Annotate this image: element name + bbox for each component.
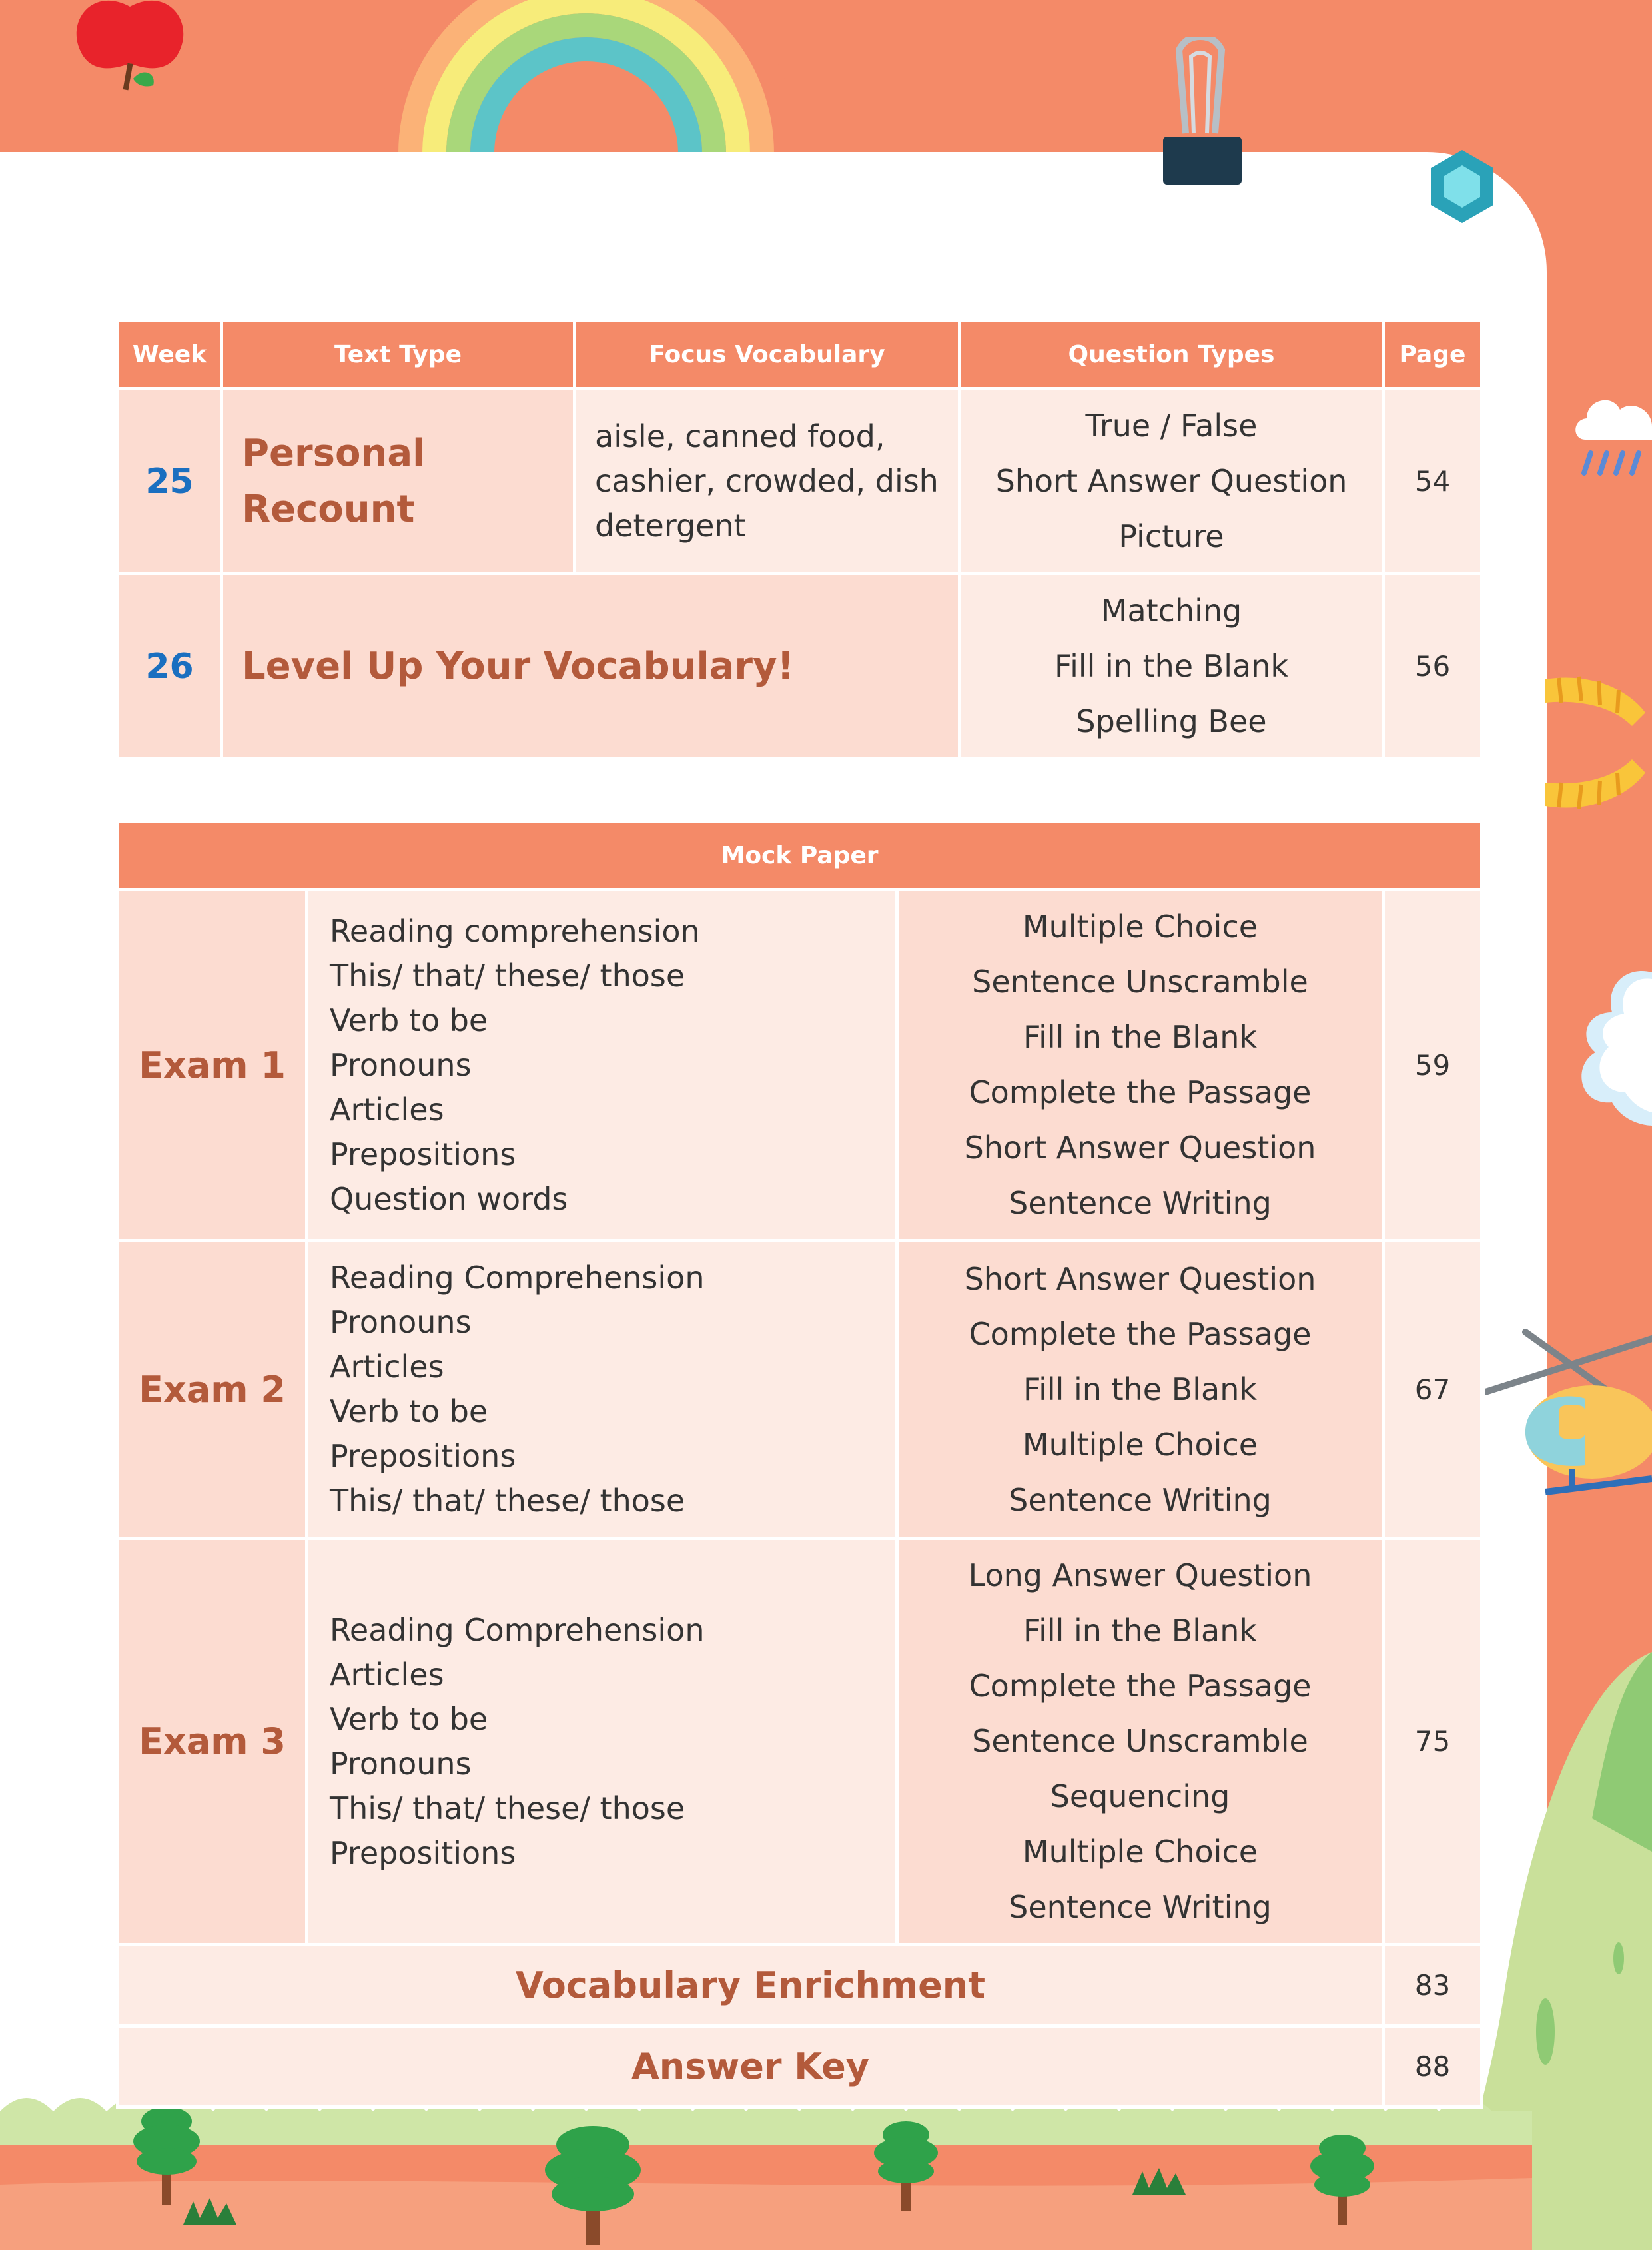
question-type: Fill in the Blank bbox=[1023, 1613, 1258, 1649]
table-row bbox=[118, 1241, 1482, 1539]
exam-name: Exam 3 bbox=[118, 1539, 307, 1945]
table-row bbox=[118, 890, 1482, 1241]
text-type-line: Recount bbox=[242, 487, 415, 531]
question-type: Sentence Unscramble bbox=[972, 964, 1308, 1000]
text-type-title bbox=[222, 389, 575, 574]
gem-icon bbox=[1426, 147, 1499, 226]
page-number: 59 bbox=[1384, 890, 1482, 1241]
yellow-ribbon-icon bbox=[1545, 666, 1652, 839]
topic-item: Reading Comprehension bbox=[330, 1260, 705, 1296]
table-row bbox=[118, 1539, 1482, 1945]
question-type: Short Answer Question bbox=[995, 463, 1348, 499]
week-number: 26 bbox=[118, 574, 222, 759]
mock-paper-table bbox=[116, 819, 1483, 2109]
topic-item: Prepositions bbox=[330, 1834, 516, 1871]
topic-item: This/ that/ these/ those bbox=[330, 1483, 685, 1519]
question-type: Sentence Writing bbox=[1009, 1185, 1272, 1221]
topic-item: This/ that/ these/ those bbox=[330, 957, 685, 994]
question-type: Complete the Passage bbox=[969, 1074, 1312, 1110]
question-type: Short Answer Question bbox=[964, 1260, 1316, 1297]
grass-icon bbox=[183, 2198, 236, 2225]
topic-item: Verb to be bbox=[330, 1700, 488, 1737]
rainbow-icon bbox=[373, 0, 799, 153]
topic-item: Question words bbox=[330, 1180, 568, 1217]
tree-icon bbox=[130, 2105, 203, 2205]
header-text-type: Text Type bbox=[222, 320, 575, 389]
topic-item: This/ that/ these/ those bbox=[330, 1790, 685, 1826]
question-type: Fill in the Blank bbox=[1023, 1019, 1258, 1055]
topic-item: Reading Comprehension bbox=[330, 1611, 705, 1648]
exam-name: Exam 1 bbox=[118, 890, 307, 1241]
topic-item: Prepositions bbox=[330, 1438, 516, 1474]
topic-item: Articles bbox=[330, 1349, 444, 1385]
exam-name: Exam 2 bbox=[118, 1241, 307, 1539]
question-types bbox=[960, 389, 1384, 574]
topic-item: Pronouns bbox=[330, 1046, 472, 1083]
header-week: Week bbox=[118, 320, 222, 389]
question-type: Sequencing bbox=[1050, 1778, 1230, 1814]
header-page: Page bbox=[1384, 320, 1482, 389]
tree-icon bbox=[540, 2125, 646, 2245]
page-number: 54 bbox=[1384, 389, 1482, 574]
topic-item: Pronouns bbox=[330, 1745, 472, 1782]
page-number: 88 bbox=[1384, 2026, 1482, 2107]
header-question-types: Question Types bbox=[960, 320, 1384, 389]
question-type: Long Answer Question bbox=[968, 1557, 1312, 1593]
topic-item: Verb to be bbox=[330, 1002, 488, 1038]
question-types bbox=[960, 574, 1384, 759]
question-type: Complete the Passage bbox=[969, 1668, 1312, 1704]
topic-item: Verb to be bbox=[330, 1393, 488, 1429]
question-type: Multiple Choice bbox=[1022, 909, 1258, 944]
table-row bbox=[118, 1945, 1482, 2026]
question-types bbox=[897, 1241, 1384, 1539]
question-type: Complete the Passage bbox=[969, 1315, 1312, 1352]
question-type: Sentence Unscramble bbox=[972, 1723, 1308, 1759]
text-type-line: Personal bbox=[242, 431, 426, 475]
header-focus-vocabulary: Focus Vocabulary bbox=[575, 320, 960, 389]
apple-icon bbox=[67, 0, 193, 100]
binder-clip-icon bbox=[1159, 37, 1246, 187]
question-types bbox=[897, 1539, 1384, 1945]
vocab-line: cashier, crowded, dish bbox=[595, 463, 939, 499]
weeks-table bbox=[116, 318, 1483, 761]
mock-paper-header bbox=[118, 821, 1482, 890]
topic-item: Pronouns bbox=[330, 1304, 472, 1340]
vocab-line: aisle, canned food, bbox=[595, 418, 885, 454]
question-type: Short Answer Question bbox=[964, 1130, 1316, 1166]
tree-icon bbox=[869, 2118, 943, 2211]
table-row bbox=[118, 2026, 1482, 2107]
exam-topics bbox=[307, 890, 897, 1241]
exam-topics bbox=[307, 1539, 897, 1945]
cloud-icon bbox=[1565, 966, 1652, 1132]
question-type: True / False bbox=[1085, 408, 1258, 444]
week-number: 25 bbox=[118, 389, 222, 574]
question-type: Sentence Writing bbox=[1009, 1889, 1272, 1925]
tree-icon bbox=[1306, 2131, 1379, 2225]
page-number: 67 bbox=[1384, 1241, 1482, 1539]
question-type: Multiple Choice bbox=[1022, 1834, 1258, 1870]
question-type: Matching bbox=[1100, 593, 1242, 629]
question-type: Fill in the Blank bbox=[1054, 648, 1289, 684]
vocab-line: detergent bbox=[595, 508, 746, 544]
question-type: Fill in the Blank bbox=[1023, 1371, 1258, 1407]
table-row bbox=[118, 574, 1482, 759]
rain-cloud-icon bbox=[1572, 373, 1652, 486]
weeks-table-header bbox=[118, 320, 1482, 389]
vocabulary-enrichment: Vocabulary Enrichment bbox=[118, 1945, 1384, 2026]
topic-item: Articles bbox=[330, 1091, 444, 1128]
question-types bbox=[897, 890, 1384, 1241]
topic-item: Reading comprehension bbox=[330, 913, 700, 949]
page-number: 83 bbox=[1384, 1945, 1482, 2026]
topic-item: Prepositions bbox=[330, 1136, 516, 1172]
question-type: Picture bbox=[1118, 518, 1224, 554]
exam-topics bbox=[307, 1241, 897, 1539]
text-type-title: Level Up Your Vocabulary! bbox=[222, 574, 960, 759]
page-number: 75 bbox=[1384, 1539, 1482, 1945]
grass-icon bbox=[1132, 2168, 1186, 2195]
question-type: Spelling Bee bbox=[1076, 703, 1267, 739]
question-type: Sentence Writing bbox=[1009, 1481, 1272, 1518]
page-number: 56 bbox=[1384, 574, 1482, 759]
topic-item: Articles bbox=[330, 1656, 444, 1692]
helicopter-icon bbox=[1485, 1325, 1652, 1505]
mock-paper-title: Mock Paper bbox=[118, 821, 1482, 890]
question-type: Multiple Choice bbox=[1022, 1426, 1258, 1463]
table-row bbox=[118, 389, 1482, 574]
focus-vocabulary bbox=[575, 389, 960, 574]
answer-key: Answer Key bbox=[118, 2026, 1384, 2107]
